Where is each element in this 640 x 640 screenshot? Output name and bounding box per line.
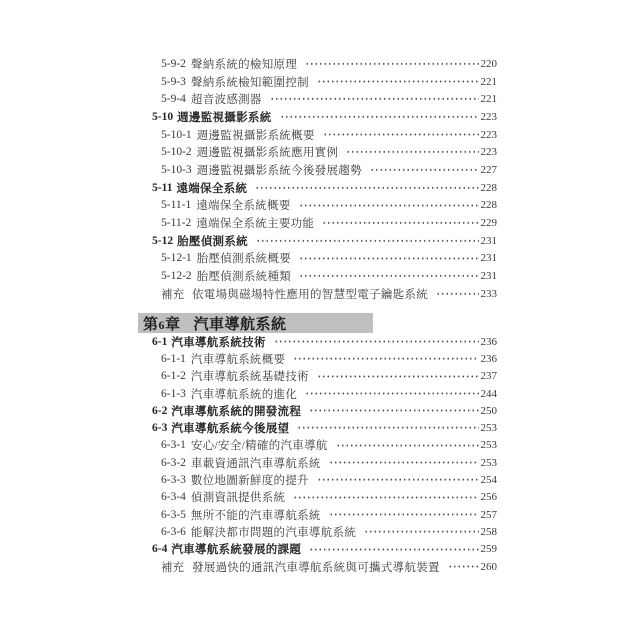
dot-leader: [304, 385, 478, 402]
toc-entry-title: 安心/安全/精確的汽車導航: [190, 440, 328, 453]
toc-entry-number: 5-11-1: [161, 199, 192, 212]
dot-leader: [298, 267, 478, 285]
toc-entry-title: 遠端保全系統概要: [196, 200, 291, 213]
toc-entry-page: 257: [480, 508, 497, 521]
toc-entry: [140, 506, 497, 523]
toc-entry-title: 汽車導航系統今後展望: [171, 423, 290, 436]
toc-entry: [140, 232, 497, 250]
toc-entry: [140, 350, 497, 367]
toc-entry-title: 週邊監視攝影系統: [177, 111, 272, 124]
toc-entry-number: 5-9-2: [161, 57, 186, 70]
dot-leader: [296, 419, 478, 436]
dot-leader: [328, 506, 479, 523]
dot-leader: [345, 143, 478, 161]
toc-entry-title: 汽車導航系統技術: [171, 336, 266, 349]
toc-entry-page: 221: [480, 93, 497, 106]
toc-entry-page: 259: [480, 543, 497, 556]
dot-leader: [363, 523, 478, 540]
toc-entry-number: 5-9-4: [161, 93, 186, 106]
toc-entry-number: 6-3-1: [161, 439, 186, 452]
toc-entry-page: 253: [480, 422, 497, 435]
toc-entry-page: 253: [480, 439, 497, 452]
toc-entry-title: 數位地圖新鮮度的提升: [190, 475, 309, 488]
toc-entry: [140, 558, 497, 575]
dot-leader: [292, 489, 478, 506]
toc-entry: [140, 90, 497, 108]
toc-entry: [140, 541, 497, 558]
dot-leader: [316, 73, 479, 91]
toc-entry-number: 5-11-2: [161, 217, 192, 230]
toc-entry-number: 5-10-2: [161, 146, 192, 159]
toc-entry-page: 223: [480, 110, 497, 123]
toc-section-5: [140, 55, 497, 303]
toc-entry-title: 遠端保全系統主要功能: [196, 218, 315, 231]
dot-leader: [292, 350, 478, 367]
toc-entry-title: 週邊監視攝影系統今後發展趨勢: [196, 164, 362, 177]
toc-entry: [140, 179, 497, 197]
toc-entry: [140, 250, 497, 268]
toc-entry-number: 5-9-3: [161, 75, 186, 88]
toc-entry-page: 231: [480, 252, 497, 265]
toc-entry-number: 補充: [161, 288, 184, 301]
chapter-heading: [138, 313, 373, 333]
dot-leader: [279, 108, 479, 126]
toc-entry: [140, 385, 497, 402]
toc-entry-number: 5-12-2: [161, 270, 192, 283]
dot-leader: [298, 250, 478, 268]
toc-entry-page: 236: [480, 335, 497, 348]
dot-leader: [328, 454, 479, 471]
toc-entry: [140, 126, 497, 144]
toc-entry-title: 汽車導航系統基礎技術: [190, 371, 309, 384]
toc-entry-page: 237: [480, 370, 497, 383]
toc-entry: [140, 402, 497, 419]
toc-entry-page: 231: [480, 270, 497, 283]
dot-leader: [435, 285, 479, 303]
toc-entry-title: 汽車導航系統的開發流程: [171, 405, 302, 418]
toc-entry-page: 236: [480, 352, 497, 365]
toc-entry-page: 228: [480, 181, 497, 194]
toc-entry: [140, 368, 497, 385]
dot-leader: [322, 126, 479, 144]
toc-entry-number: 6-1-1: [161, 352, 186, 365]
toc-entry: [140, 523, 497, 540]
toc-entry-page: 260: [480, 560, 497, 573]
toc-entry-title: 能解決都市問題的汽車導航系統: [190, 526, 357, 539]
toc-entry-title: 超音波感測器: [190, 94, 262, 107]
toc-entry-title: 遠端保全系統: [176, 182, 248, 195]
toc-entry-number: 5-12: [152, 234, 174, 247]
toc-entry-title: 汽車導航系統的進化: [190, 388, 298, 401]
toc-entry-title: 週邊監視攝影系統應用實例: [196, 147, 339, 160]
toc-entry: [140, 108, 497, 126]
dot-leader: [308, 402, 478, 419]
toc-entry-title: 胎壓偵測系統種類: [196, 271, 292, 284]
toc-entry-number: 6-4: [152, 543, 168, 556]
toc-entry-number: 5-10: [152, 110, 174, 123]
toc-entry-page: 221: [480, 75, 497, 88]
toc-entry: [140, 73, 497, 91]
toc-entry-number: 5-12-1: [161, 252, 192, 265]
dot-leader: [269, 90, 479, 108]
toc-entry: [140, 489, 497, 506]
toc-entry-number: 6-1: [152, 335, 168, 348]
dot-leader: [447, 558, 479, 575]
chapter-title: 汽車導航系統: [193, 316, 287, 333]
toc-entry-number: 6-3: [152, 422, 168, 435]
toc-entry-number: 6-3-2: [161, 456, 186, 469]
toc-entry: [140, 333, 497, 350]
toc-entry: [140, 214, 497, 232]
dot-leader: [321, 214, 478, 232]
toc-entry-page: 228: [480, 199, 497, 212]
dot-leader: [273, 333, 479, 350]
toc-entry-number: 補充: [161, 561, 184, 574]
toc-entry-page: 220: [480, 57, 497, 70]
toc-entry-title: 汽車導航系統概要: [190, 353, 286, 366]
toc-entry-page: 229: [480, 217, 497, 230]
toc-entry-number: 6-2: [152, 404, 168, 417]
dot-leader: [254, 179, 478, 197]
toc-entry-number: 6-3-4: [161, 491, 186, 504]
toc-entry-title: 偵測資訊提供系統: [190, 492, 286, 505]
toc-entry-title: 汽車導航系統發展的課題: [171, 544, 302, 557]
toc-entry-page: 244: [480, 387, 497, 400]
dot-leader: [298, 197, 479, 215]
toc-entry: [140, 419, 497, 436]
toc-entry-title: 胎壓偵測系統概要: [196, 253, 292, 266]
toc-entry-number: 6-3-3: [161, 474, 186, 487]
toc-entry-number: 5-10-1: [161, 128, 192, 141]
dot-leader: [308, 541, 478, 558]
toc-entry-title: 發展過快的通訊汽車導航系統與可攜式導航裝置: [192, 561, 440, 574]
toc-entry-page: 256: [480, 491, 497, 504]
dot-leader: [316, 368, 479, 385]
dot-leader: [316, 471, 479, 488]
toc-entry-number: 6-3-6: [161, 525, 186, 538]
dot-leader: [255, 232, 479, 250]
toc-entry: [140, 454, 497, 471]
toc-entry-title: 週邊監視攝影系統概要: [196, 129, 315, 142]
toc-entry: [140, 285, 497, 303]
toc-entry: [140, 197, 497, 215]
toc-entry-page: 233: [480, 287, 497, 300]
toc-entry: [140, 471, 497, 488]
toc-entry-page: 227: [480, 163, 497, 176]
toc-entry-number: 5-10-3: [161, 163, 192, 176]
toc-entry-number: 6-3-5: [161, 508, 186, 521]
toc-entry-title: 無所不能的汽車導航系統: [190, 509, 321, 522]
toc-entry-number: 6-1-2: [161, 370, 186, 383]
chapter-number: 第6章: [143, 316, 181, 333]
toc-entry: [140, 437, 497, 454]
toc-entry-title: 胎壓偵測系統: [177, 235, 248, 248]
toc-entry: [140, 55, 497, 73]
toc-entry-page: 254: [480, 474, 497, 487]
toc-entry: [140, 267, 497, 285]
toc-entry-page: 231: [480, 234, 497, 247]
dot-leader: [335, 437, 479, 454]
toc-entry-page: 250: [480, 404, 497, 417]
toc-entry-number: 5-11: [152, 181, 173, 194]
toc-entry-title: 依電場與磁場特性應用的智慧型電子鑰匙系統: [192, 288, 428, 301]
toc-entry: [140, 143, 497, 161]
toc-entry: [140, 161, 497, 179]
toc-section-6: [140, 333, 497, 575]
dot-leader: [369, 161, 479, 179]
dot-leader: [304, 55, 478, 73]
toc-entry-page: 223: [480, 146, 497, 159]
toc-entry-title: 聲納系統檢知範圍控制: [190, 76, 309, 89]
toc-entry-title: 車載資通訊汽車導航系統: [190, 457, 321, 470]
toc-entry-page: 253: [480, 456, 497, 469]
toc-entry-title: 聲納系統的檢知原理: [190, 58, 298, 71]
toc-entry-page: 258: [480, 525, 497, 538]
toc-entry-number: 6-1-3: [161, 387, 186, 400]
toc-entry-page: 223: [480, 128, 497, 141]
